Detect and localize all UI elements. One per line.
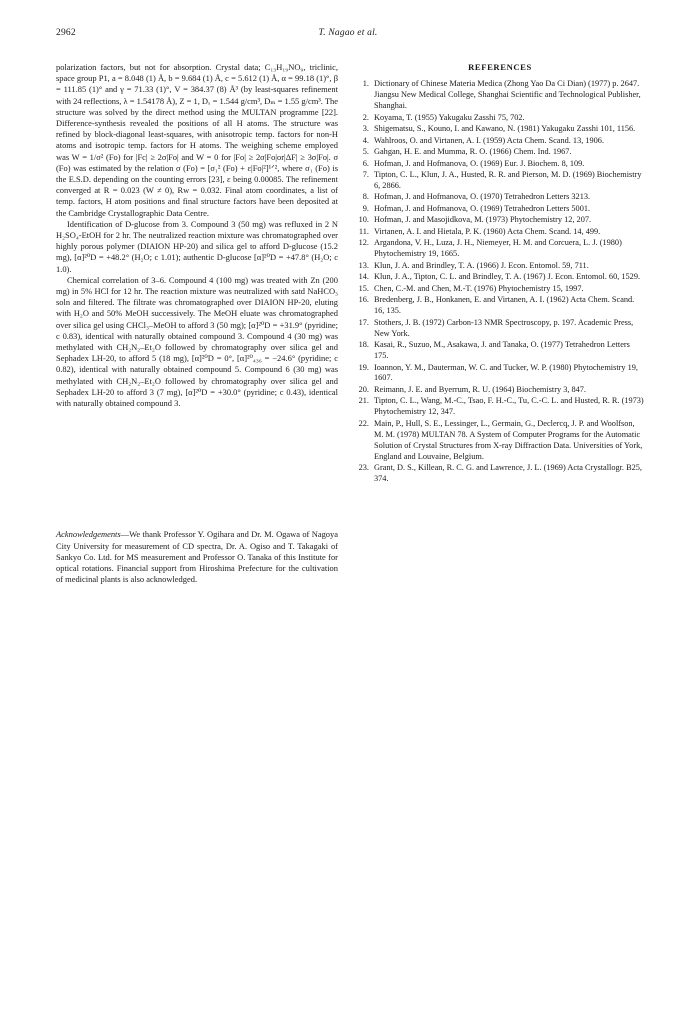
reference-number: 14. bbox=[358, 272, 369, 282]
reference-item bbox=[355, 385, 645, 396]
reference-item bbox=[355, 340, 645, 362]
reference-text: Chen, C.-M. and Chen, M.-T. (1976) Phytochemistry 15, 1997. bbox=[374, 283, 584, 293]
reference-item bbox=[355, 463, 645, 485]
reference-item bbox=[355, 79, 645, 112]
reference-item bbox=[355, 204, 645, 215]
running-head: T. Nagao et al. bbox=[318, 28, 378, 38]
reference-number: 1. bbox=[362, 79, 369, 89]
reference-text: Reimann, J. E. and Byerrum, R. U. (1964) Biochemistry 3, 847. bbox=[374, 384, 587, 394]
acknowledgements-heading: Acknowledgements bbox=[56, 529, 121, 540]
reference-number: 16. bbox=[358, 295, 369, 305]
reference-text: Virtanen, A. I. and Hietala, P. K. (1960) Acta Chem. Scand. 14, 499. bbox=[374, 226, 601, 236]
reference-number: 15. bbox=[358, 283, 369, 293]
references-column bbox=[355, 62, 645, 485]
reference-item bbox=[355, 363, 645, 385]
references-title: REFERENCES bbox=[468, 62, 532, 72]
reference-number: 3. bbox=[362, 124, 369, 134]
reference-number: 10. bbox=[358, 215, 369, 225]
reference-text: Klun, J. A., Tipton, C. L. and Brindley, T. A. (1967) J. Econ. Entomol. 60, 1529. bbox=[374, 272, 641, 282]
reference-number: 18. bbox=[358, 340, 369, 350]
reference-text: Kasai, R., Suzuo, M., Asakawa, J. and Tanaka, O. (1977) Tetrahedron Letters 175. bbox=[374, 340, 630, 361]
reference-text: Grant, D. S., Killean, R. C. G. and Lawrence, J. L. (1969) Acta Crystallogr. B25, 374. bbox=[374, 463, 642, 483]
reference-item bbox=[355, 170, 645, 192]
references-list bbox=[355, 79, 645, 485]
reference-number: 4. bbox=[362, 135, 369, 145]
reference-text: Tipton, C. L., Klun, J. A., Husted, R. R. and Pierson, M. D. (1969) Biochemistry 6, 2866. bbox=[374, 170, 642, 190]
reference-text: Wahlroos, O. and Virtanen, A. I. (1959) Acta Chem. Scand. 13, 1906. bbox=[374, 135, 605, 145]
reference-text: Dictionary of Chinese Materia Medica (Zhong Yao Da Ci Dian) (1977) p. 2647. Jiangsu New Medical College, Shanghai Scientific and Technological Publisher, Shanghai. bbox=[374, 79, 641, 111]
glucose-identification-paragraph: Identification of D-glucose from 3. Compound 3 (50 mg) was refluxed in 2 N H₂SO₄-EtOH for 2 hr. The neutralized reaction mixture was chromatographed over highly porous polymer (DIAION HP-20) and silica gel to afford D-glucose (15.2 mg), [α]²⁰D = +48.2° (H₂O; c 1.01); authentic D-glucose [α]²⁰D = +47.8° (H₂O; c 1.0). bbox=[56, 218, 338, 274]
reference-text: Koyama, T. (1955) Yakugaku Zasshi 75, 702. bbox=[374, 112, 525, 122]
acknowledgements-text: —We thank Professor Y. Ogihara and Dr. M. Ogawa of Nagoya City University for measurement of CD spectra, Dr. A. Ogiso and T. Takagaki of Sankyo Co. Ltd. for MS measurement and Professor O. Tanaka of this Institute for optical rotations. Financial support from Hiroshima Prefecture for the cultivation of medicinal plants is also acknowledged. bbox=[56, 529, 338, 585]
reference-item bbox=[355, 147, 645, 158]
reference-text: Hofman, J. and Hofmanova, O. (1969) Tetrahedron Letters 5001. bbox=[374, 203, 591, 213]
reference-item bbox=[355, 113, 645, 124]
reference-item bbox=[355, 159, 645, 170]
reference-text: Ioannon, Y. M., Dauterman, W. C. and Tucker, W. P. (1980) Phytochemistry 19, 1607. bbox=[374, 362, 639, 383]
acknowledgements bbox=[56, 529, 338, 585]
reference-text: Hofman, J. and Hofmanova, O. (1969) Eur. J. Biochem. 8, 109. bbox=[374, 158, 585, 168]
reference-text: Klun, J. A. and Brindley, T. A. (1966) J. Econ. Entomol. 59, 711. bbox=[374, 260, 589, 270]
left-column bbox=[56, 62, 338, 585]
reference-item bbox=[355, 238, 645, 260]
reference-text: Main, P., Hull, S. E., Lessinger, L., Germain, G., Declercq, J. P. and Woolfson, M. M. (1978) MULTAN 78. A System of Computer Programs for the Automatic Solution of Crystal Structures from X-ray Diffraction Data. Universities of York, England and Louvaine, Belgium. bbox=[374, 418, 643, 461]
reference-text: Stothers, J. B. (1972) Carbon-13 NMR Spectroscopy, p. 197. Academic Press, New York. bbox=[374, 317, 634, 338]
reference-number: 12. bbox=[358, 238, 369, 248]
reference-text: Shigematsu, S., Kouno, I. and Kawano, N. (1981) Yakugaku Zasshi 101, 1156. bbox=[374, 124, 636, 134]
reference-text: Tipton, C. L., Wang, M.-C., Tsao, F. H.-C., Tu, C.-C. L. and Husted, R. R. (1973) Phytochemistry 12, 347. bbox=[374, 396, 644, 417]
reference-number: 20. bbox=[358, 384, 369, 394]
reference-number: 2. bbox=[362, 112, 369, 122]
crystal-data-paragraph: polarization factors, but not for absorption. Crystal data; C₁₃H₁₉NO₉, triclinic, space group P1, a = 8.048 (1) Å, b = 9.684 (1) Å, c = 5.612 (1) Å, α = 99.18 (1)°, β = 111.85 (1)° and γ = 71.33 (1)°, V = 384.37 (8) Å³ (by least-squares refinement with 24 reflections, λ = 1.54178 Å), Z = 1, Dₓ = 1.544 g/cm³, Dₘ = 1.55 g/cm³. The structure was solved by the direct method using the MULTAN programme [22]. Difference-synthesis revealed the positions of all H atoms. The structure was refined by block-diagonal least-squares, with anisotropic temp. factors for non-H atoms and isotropic temp. factors for H atoms. The weighing scheme employed was W = 1/σ² (Fo) for |Fc| ≥ 2σ|Fo| and W = 0 for |Fo| ≥ 2σ|Fo|or|ΔF| ≥ 3σ|Fo|. σ (Fo) was estimated by the relation σ (Fo) = [σ₁² (Fo) + ε|Fo|²]¹ᐟ², where σ₁ (Fo) is the E.S.D. depending on the counting errors [23], ε being 0.00085. The refinement converged at R = 0.023 (W ≠ 0), Rw = 0.032. Final atom coordinates, a list of temp. factors, H atom positions and final structure factors have been deposited at the Cambridge Crystallographic Data Centre. bbox=[56, 62, 338, 218]
reference-number: 13. bbox=[358, 260, 369, 270]
reference-number: 6. bbox=[362, 158, 369, 168]
reference-item bbox=[355, 419, 645, 463]
reference-text: Argandona, V. H., Luza, J. H., Niemeyer, H. M. and Corcuera, L. J. (1980) Phytochemistry 19, 1665. bbox=[374, 238, 622, 259]
reference-number: 23. bbox=[358, 463, 369, 473]
reference-item bbox=[355, 295, 645, 317]
reference-text: Bredenberg, J. B., Honkanen, E. and Virtanen, A. I. (1962) Acta Chem. Scand. 16, 135. bbox=[374, 295, 635, 316]
reference-item bbox=[355, 284, 645, 295]
reference-number: 19. bbox=[358, 362, 369, 372]
reference-number: 5. bbox=[362, 147, 369, 157]
reference-item bbox=[355, 396, 645, 418]
reference-text: Hofman, J. and Masojidkova, M. (1973) Phytochemistry 12, 207. bbox=[374, 215, 592, 225]
chemical-correlation-paragraph: Chemical correlation of 3–6. Compound 4 (100 mg) was treated with Zn (200 mg) in 5% HCl for 12 hr. The reaction mixture was neutralized with satd NaHCO₃ soln and filtered. The filtrate was chromatographed over DIAION HP-20, eluting with H₂O and 50% MeOH successively. The MeOH eluate was chromatographed over silica gel using CHCl₃–MeOH to afford 3 (50 mg); [α]²⁰D = +31.9° (pyridine; c 0.83), identical with naturally obtained compound 3. Compound 4 (30 mg) was methylated with CH₂N₂–Et₂O followed by chromatography over silica gel and Sephadex LH-20, to afford 5 (18 mg), [α]²⁰D = 0°, [α]²⁰₄₃₆ = −24.6° (pyridine; c 0.82), identical with naturally obtained compound 5. Compound 6 (30 mg) was methylated with CH₂N₂–Et₂O followed by chromatography over silica gel and Sephadex LH-20 to afford 3 (7 mg), [α]²⁰D = +30.0° (pyridine; c 0.43), identical with naturally obtained compound 3. bbox=[56, 274, 338, 409]
reference-item bbox=[355, 192, 645, 203]
reference-number: 7. bbox=[362, 170, 369, 180]
reference-item bbox=[355, 136, 645, 147]
reference-number: 9. bbox=[362, 203, 369, 213]
reference-item bbox=[355, 124, 645, 135]
page-number: 2962 bbox=[56, 28, 76, 38]
reference-number: 21. bbox=[358, 396, 369, 406]
reference-item bbox=[355, 215, 645, 226]
reference-number: 11. bbox=[358, 226, 369, 236]
reference-item bbox=[355, 272, 645, 283]
reference-text: Gahgan, H. E. and Mumma, R. O. (1966) Chem. Ind. 1967. bbox=[374, 147, 572, 157]
reference-number: 17. bbox=[358, 317, 369, 327]
reference-number: 8. bbox=[362, 192, 369, 202]
reference-item bbox=[355, 318, 645, 340]
reference-text: Hofman, J. and Hofmanova, O. (1970) Tetrahedron Letters 3213. bbox=[374, 192, 591, 202]
reference-number: 22. bbox=[358, 418, 369, 428]
reference-item bbox=[355, 261, 645, 272]
reference-item bbox=[355, 227, 645, 238]
